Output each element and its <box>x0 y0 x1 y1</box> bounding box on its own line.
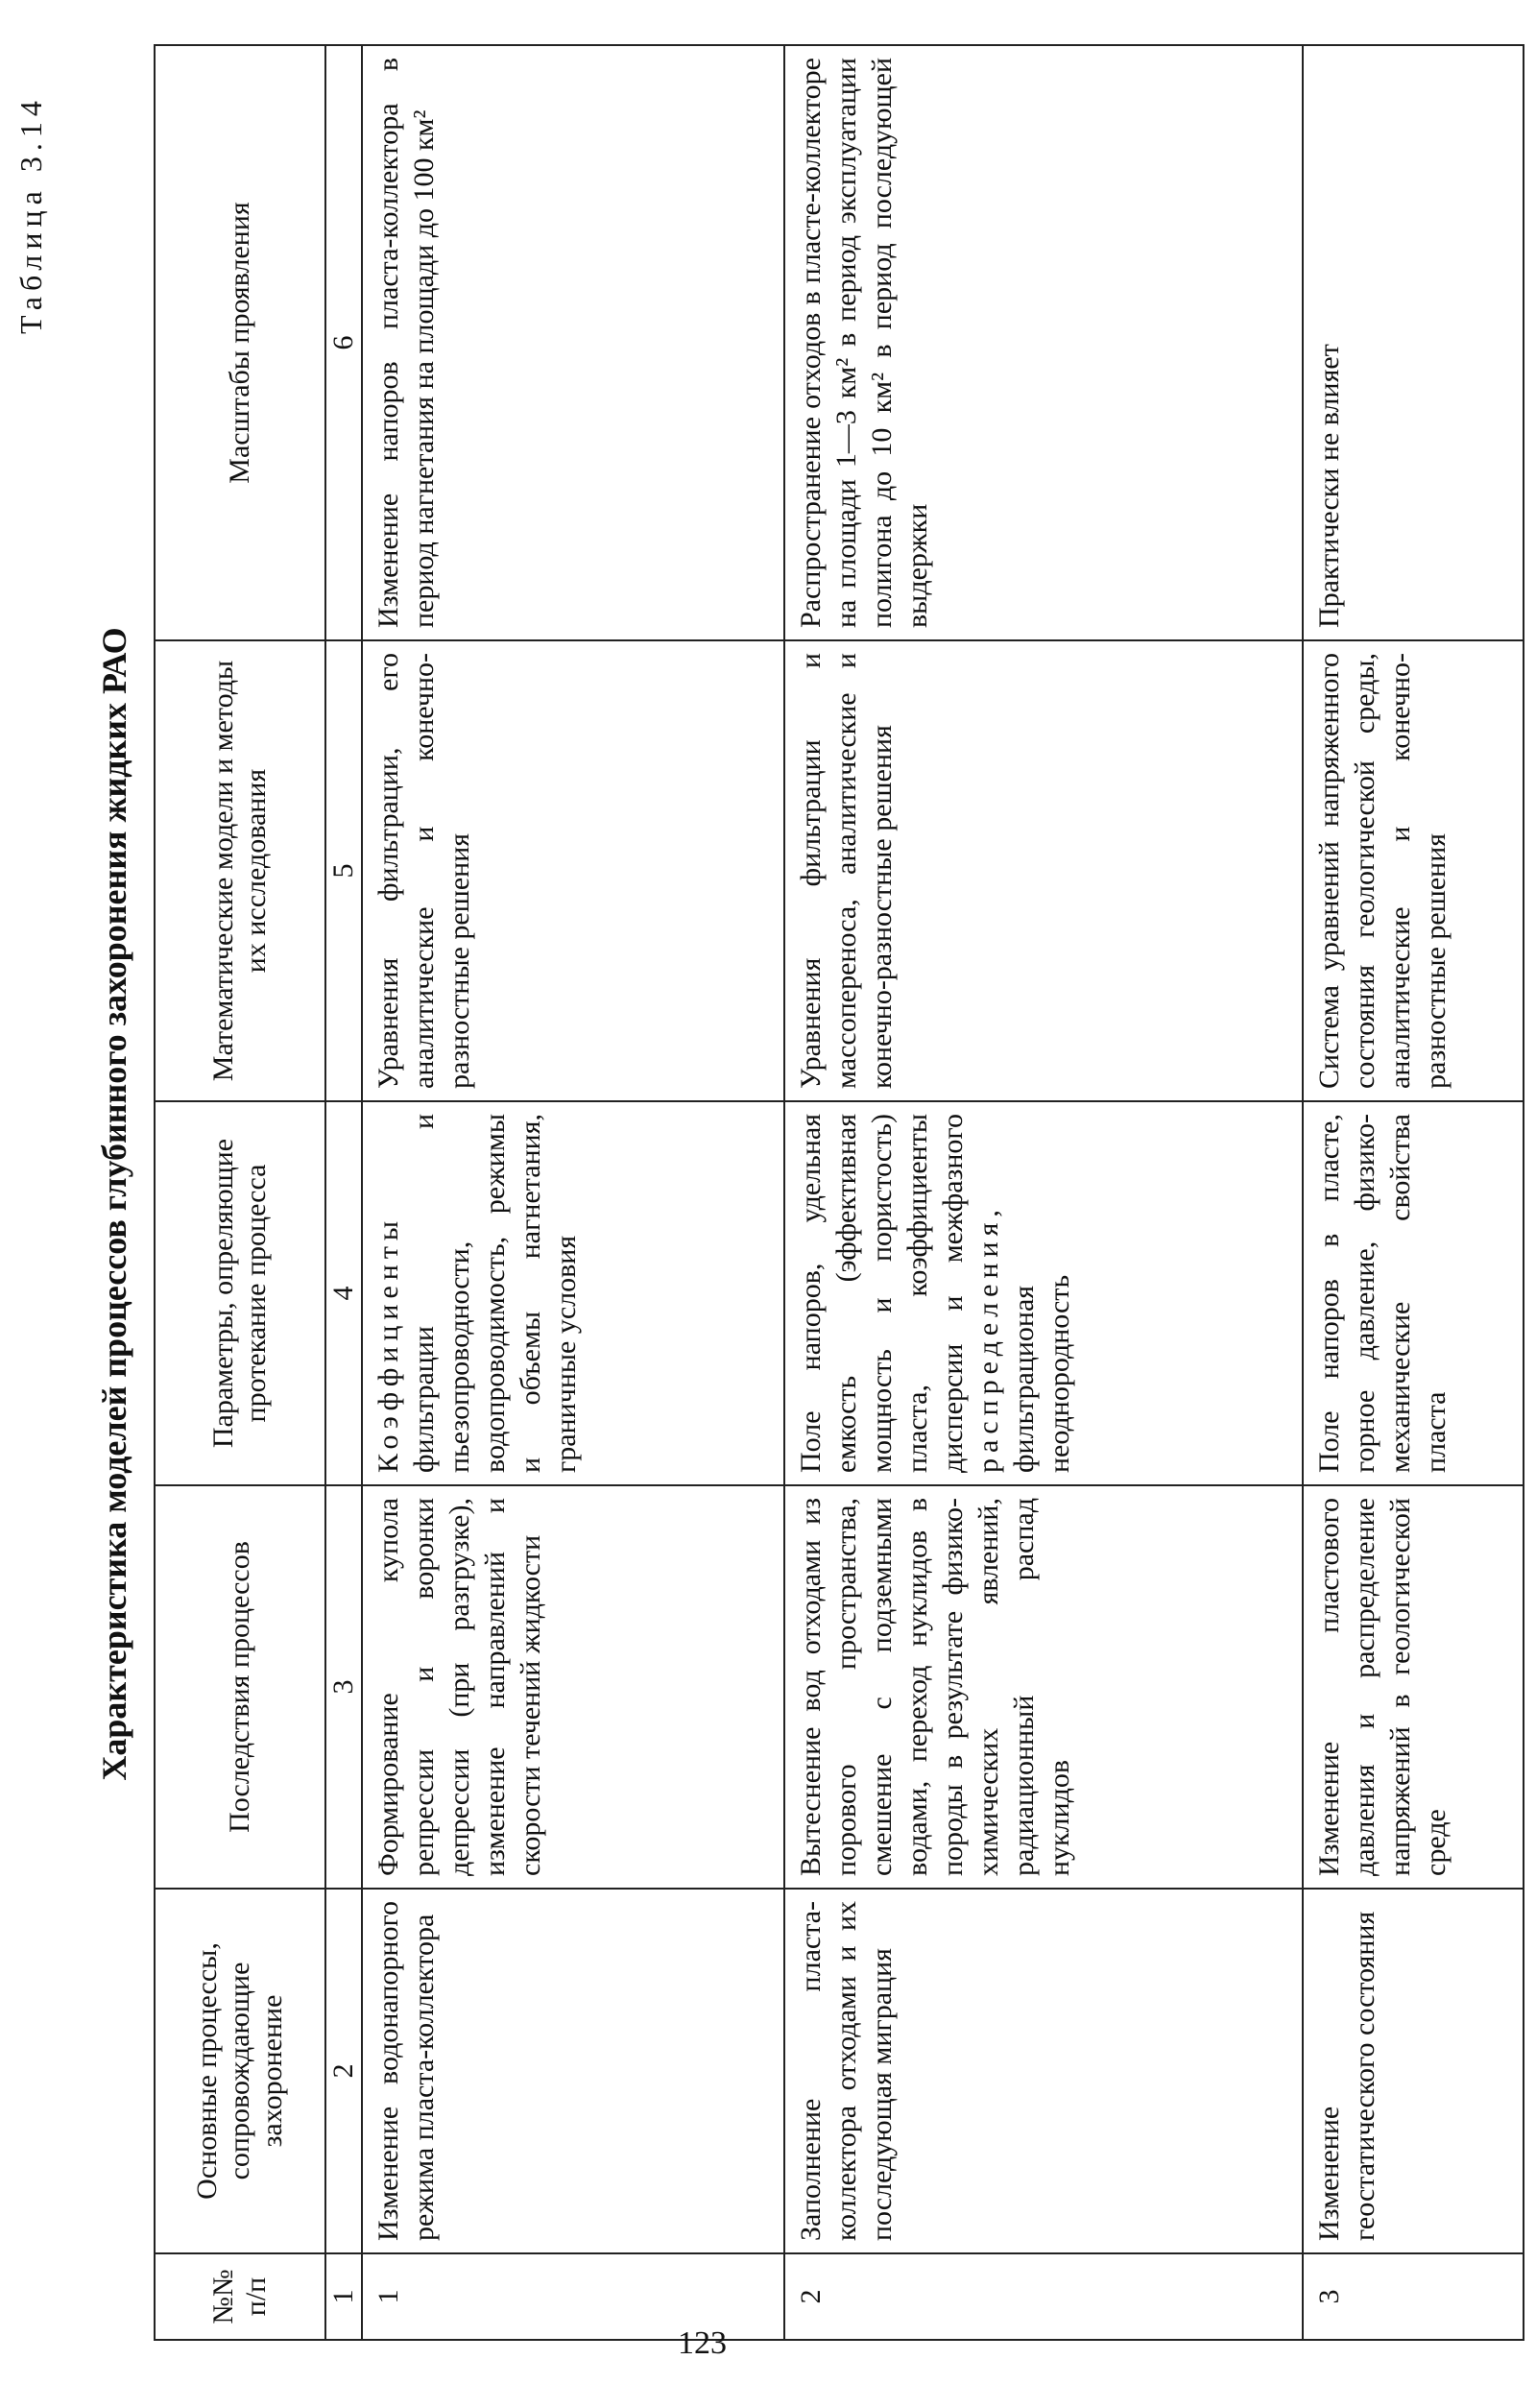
cell-params <box>362 1101 784 1485</box>
col-header-scale: Масштабы проявления <box>155 45 325 640</box>
cell-models: Уравнения фильтрации и массопереноса, аналитические и конечно-разностные решения <box>784 640 1303 1101</box>
col-num: 5 <box>325 640 362 1101</box>
cell-models: Уравнения фильтрации, его аналитические и конечно-разностные решения <box>362 640 784 1101</box>
cell-consequences: Формирование купола репрессии и воронки депрессии (при разгрузке), изменение направлений и скорости течений жидкости <box>362 1485 784 1889</box>
row-number: 1 <box>362 2253 784 2340</box>
cell-process: Заполнение пласта-коллектора отходами и их последующая миграция <box>784 1889 1303 2253</box>
data-table <box>154 44 1524 2341</box>
cell-params: Поле напоров в пласте, горное давление, физико-механические свойства пласта <box>1303 1101 1524 1485</box>
cell-scale: Распространение отходов в пласте-коллекторе на площади 1—3 км² в период эксплуатации полигона до 10 км² в период последующей выдержки <box>784 45 1303 640</box>
cell-process: Изменение геостатического состояния <box>1303 1889 1524 2253</box>
table-row <box>784 45 1303 2340</box>
cell-process: Изменение водонапорного режима пласта-коллектора <box>362 1889 784 2253</box>
cell-consequences: Изменение пластового давления и распределение напряжений в геологической среде <box>1303 1485 1524 1889</box>
cell-params-text: , фильтрационая неоднородность <box>972 1210 1075 1473</box>
cell-params-text: фильтрации и пьезопроводности, водопроводимость, режимы и объемы нагнетания, граничные условия <box>408 1114 582 1473</box>
col-num: 6 <box>325 45 362 640</box>
table-row <box>362 45 784 2340</box>
emphasized-term: Коэффициенты <box>372 1215 404 1473</box>
col-header-no: №№ п/п <box>155 2253 325 2340</box>
cell-scale: Изменение напоров пласта-коллектора в период нагнетания на площади до 100 км² <box>362 45 784 640</box>
page-number: 123 <box>678 2325 727 2361</box>
col-num: 3 <box>325 1485 362 1889</box>
col-header-models: Математические модели и методы их исследования <box>155 640 325 1101</box>
col-header-process: Основные процессы, сопровождающие захоронение <box>155 1889 325 2253</box>
column-number-row <box>325 45 362 2340</box>
table-title: Характеристика моделей процессов глубинного захоронения жидких РАО <box>95 627 133 1781</box>
col-header-params: Параметры, опреляющие протекание процесса <box>155 1101 325 1485</box>
cell-consequences: Вытеснение вод отходами из порового пространства, смешение с подземными водами, переход нуклидов в породы в результате физико-химических явлений, радиационный распад нуклидов <box>784 1485 1303 1889</box>
cell-models: Система уравнений напряженного состояния геологической среды, аналитические и конечно-разностные решения <box>1303 640 1524 1101</box>
col-header-consequences: Последствия процессов <box>155 1485 325 1889</box>
cell-params-text: Поле напоров, удельная емкость (эффективная мощность и пористость) пласта, коэффициенты дисперсии и межфазного <box>795 1114 969 1473</box>
col-num: 4 <box>325 1101 362 1485</box>
cell-scale: Практически не влияет <box>1303 45 1524 640</box>
cell-params <box>784 1101 1303 1485</box>
row-number: 3 <box>1303 2253 1524 2340</box>
row-number: 2 <box>784 2253 1303 2340</box>
col-num: 1 <box>325 2253 362 2340</box>
table-row <box>1303 45 1524 2340</box>
header-row <box>155 45 325 2340</box>
table-label: Таблица 3.14 <box>13 95 48 334</box>
emphasized-term: распределения <box>972 1216 1004 1473</box>
col-num: 2 <box>325 1889 362 2253</box>
